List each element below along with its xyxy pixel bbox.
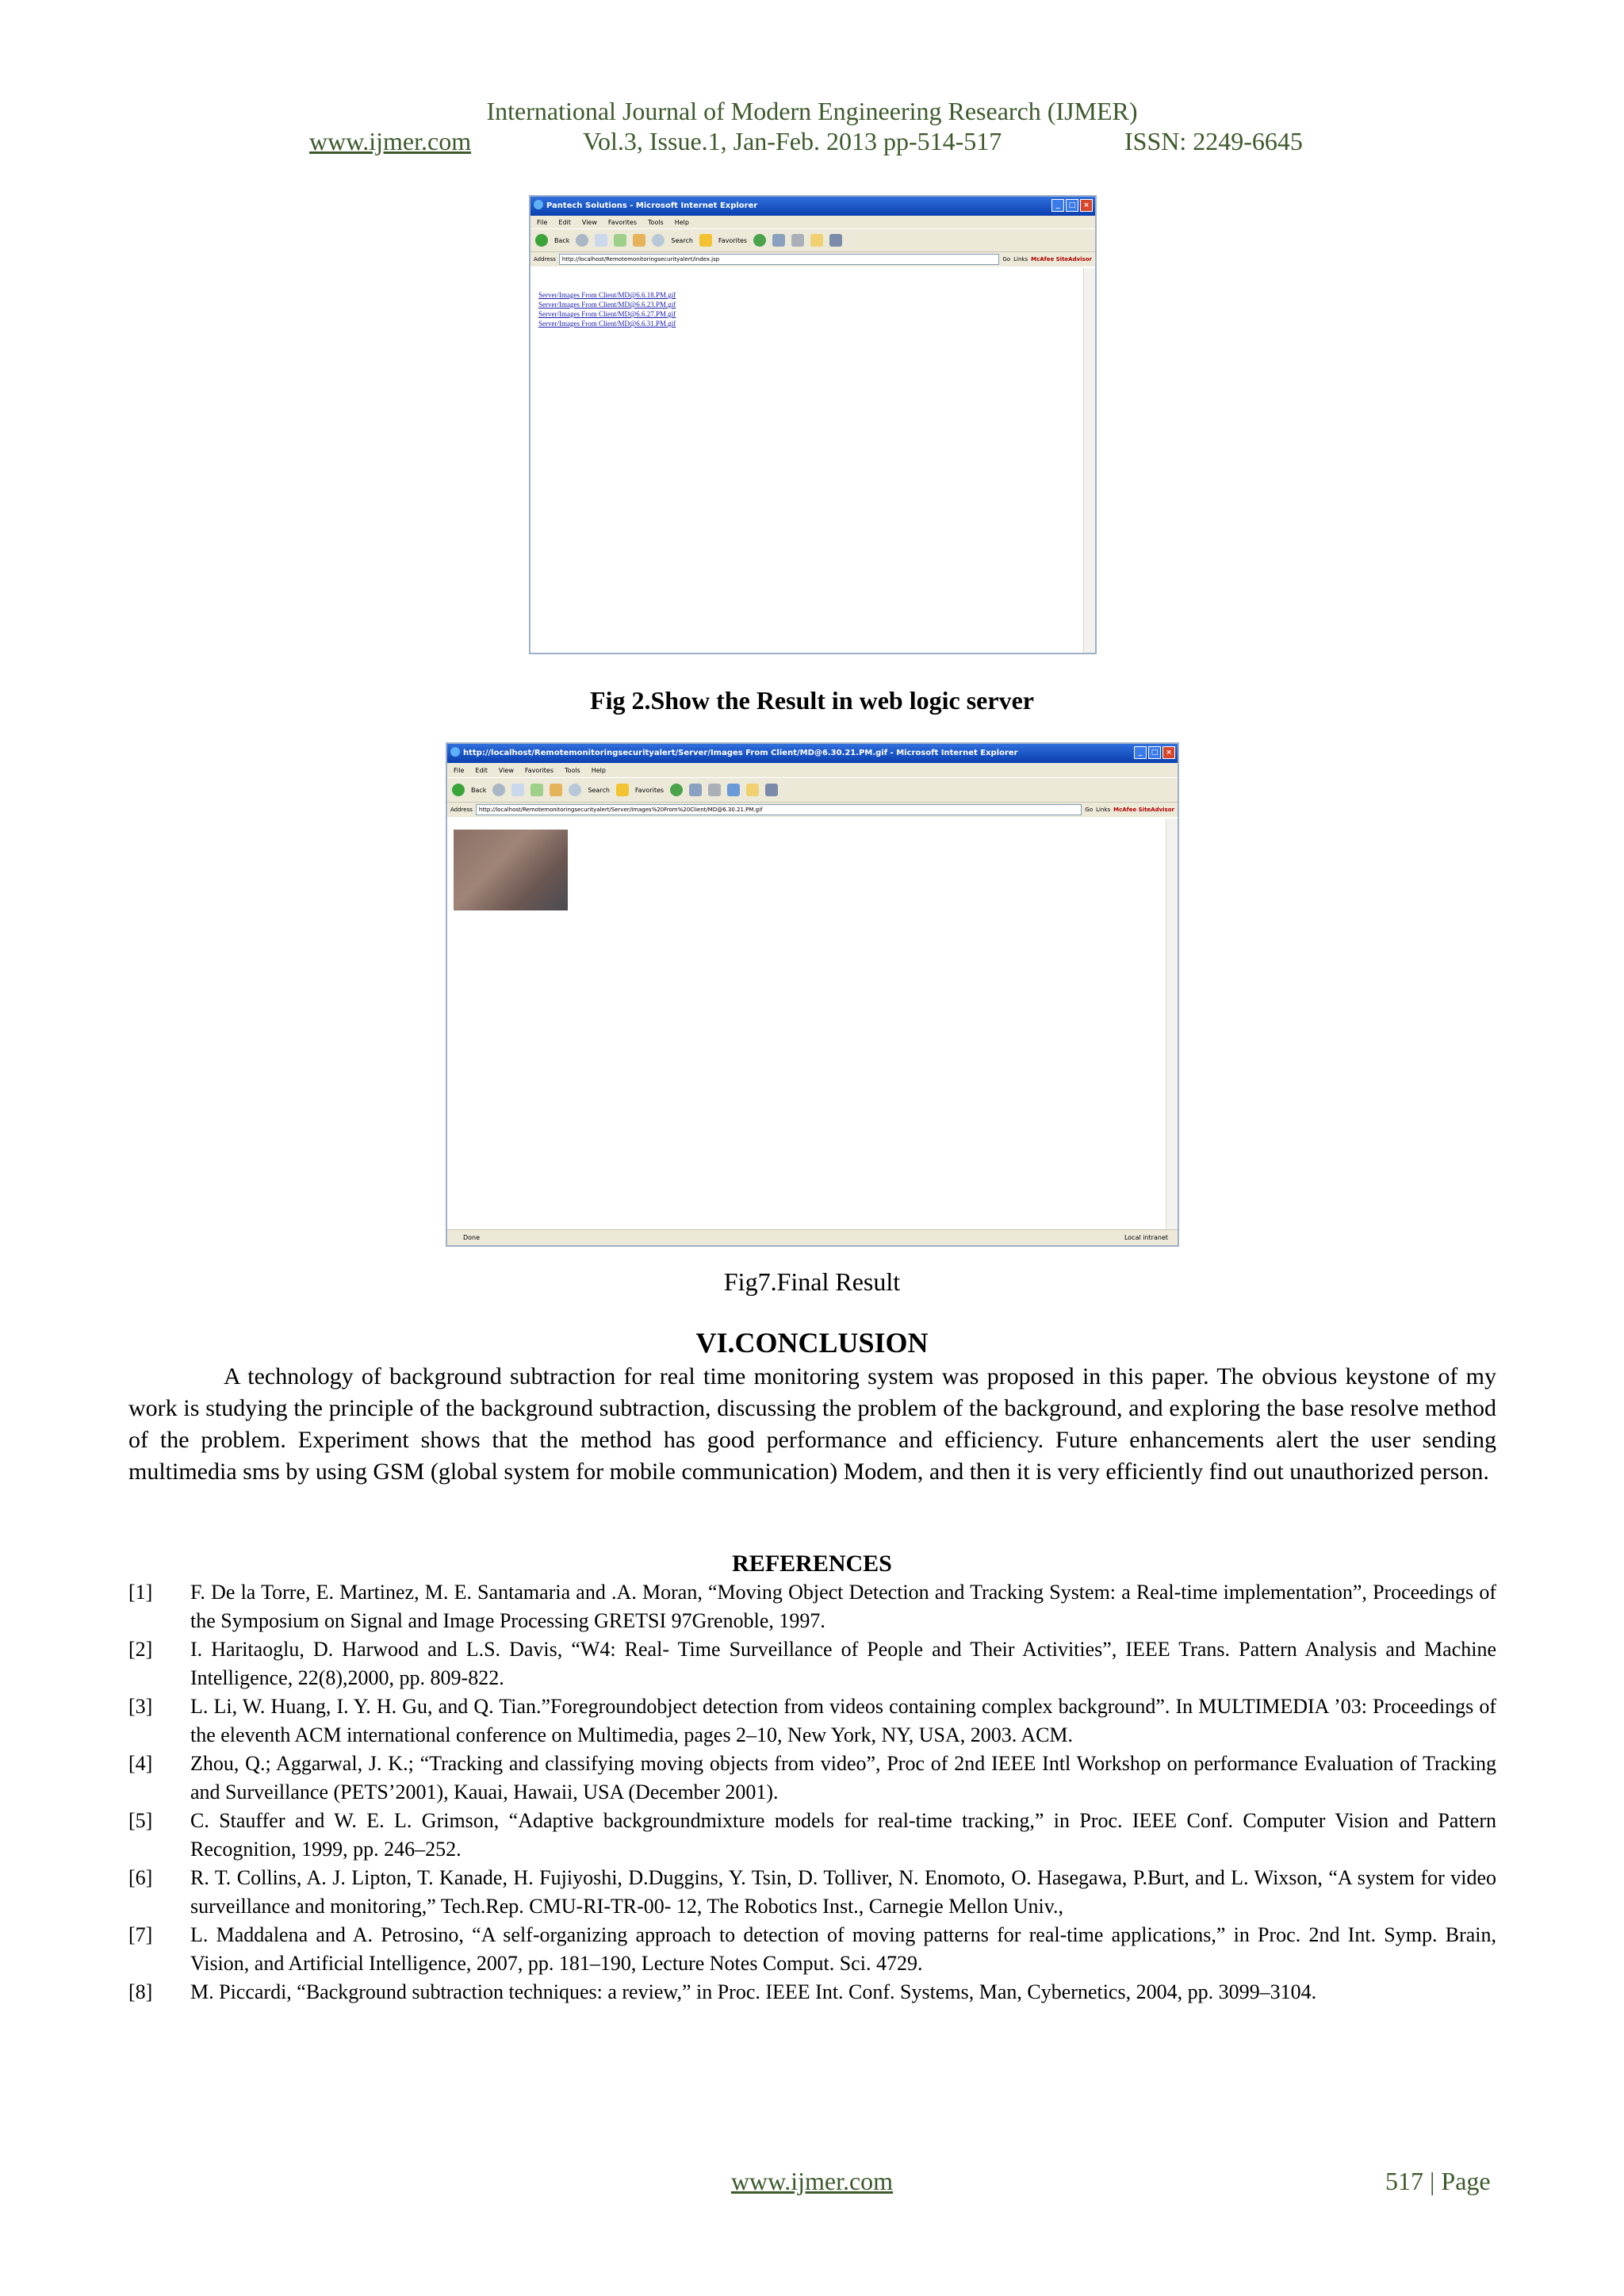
file-link-list <box>538 290 676 328</box>
address-input[interactable]: http://localhost/Remotemonitoringsecurityalert/index.jsp <box>559 254 1000 266</box>
links-label[interactable]: Links <box>1013 256 1028 263</box>
figure2-page-content <box>447 818 1178 1229</box>
minimize-icon[interactable]: _ <box>1051 199 1064 212</box>
reference-item <box>128 1864 1496 1921</box>
ie-icon <box>450 747 460 757</box>
print-icon[interactable] <box>708 784 721 796</box>
figure2-toolbar <box>447 777 1178 803</box>
favorites-label: Favorites <box>634 786 665 794</box>
captured-image[interactable] <box>454 830 568 910</box>
history-icon[interactable] <box>753 234 766 247</box>
edit-icon[interactable] <box>727 784 740 796</box>
back-label: Back <box>471 786 487 794</box>
favorites-star-icon[interactable] <box>616 784 629 796</box>
menu-tools[interactable]: Tools <box>648 218 664 226</box>
window-controls <box>1134 746 1175 759</box>
figure1-browser-window <box>529 195 1097 654</box>
stop-icon[interactable] <box>595 234 607 247</box>
vertical-scrollbar[interactable] <box>1166 818 1178 1229</box>
reference-number: [2] <box>128 1638 153 1661</box>
messenger-icon[interactable] <box>829 234 842 247</box>
folder-icon[interactable] <box>746 784 759 796</box>
favorites-star-icon[interactable] <box>699 234 712 247</box>
history-icon[interactable] <box>670 784 683 796</box>
references-heading: REFERENCES <box>732 1550 892 1577</box>
reference-number: [8] <box>128 1980 153 2003</box>
conclusion-heading: VI.CONCLUSION <box>695 1327 929 1359</box>
header-volume: Vol.3, Issue.1, Jan-Feb. 2013 pp-514-517 <box>583 127 1002 155</box>
close-icon[interactable]: × <box>1080 199 1093 212</box>
menu-view[interactable]: View <box>498 766 514 774</box>
minimize-icon[interactable]: _ <box>1134 746 1147 759</box>
figure2-address-bar <box>447 803 1178 817</box>
reference-text: M. Piccardi, “Background subtraction techniques: a review,” in Proc. IEEE Int. Conf. Systems, Man, Cybernetics, 2004, pp. 3099–3104. <box>190 1980 1317 2003</box>
favorites-label: Favorites <box>718 236 748 244</box>
figure1-titlebar <box>530 197 1095 216</box>
forward-icon[interactable] <box>492 784 505 796</box>
header-issn: ISSN: 2249-6645 <box>1124 127 1303 155</box>
file-link[interactable]: Server/Images From Client/MD@6.6.18.PM.gif <box>538 291 676 299</box>
figure2-window-title: http://localhost/Remotemonitoringsecurityalert/Server/Images From Client/MD@6.30.21.PM.gif - Microsoft Internet Explorer <box>463 749 1018 757</box>
reference-item <box>128 1978 1496 2007</box>
site-advisor-label[interactable]: McAfee SiteAdvisor <box>1031 256 1092 263</box>
reference-number: [6] <box>128 1866 153 1889</box>
reference-item <box>128 1635 1496 1692</box>
search-icon[interactable] <box>652 234 665 247</box>
back-icon[interactable] <box>535 234 548 247</box>
figure1-page-content <box>530 268 1095 653</box>
site-advisor-label[interactable]: McAfee SiteAdvisor <box>1113 807 1174 813</box>
reference-item <box>128 1921 1496 1978</box>
reference-text: L. Li, W. Huang, I. Y. H. Gu, and Q. Tian.”Foregroundobject detection from videos containing complex background”. In MULTIMEDIA ’03: Proceedings of the eleventh ACM international conference on Multimedia, pages 2–10, New York, NY, USA, 2003. ACM. <box>190 1695 1496 1746</box>
reference-number: [4] <box>128 1752 153 1775</box>
reference-number: [3] <box>128 1695 153 1718</box>
address-label: Address <box>450 807 473 813</box>
footer-website-link[interactable]: www.ijmer.com <box>730 2167 894 2195</box>
figure1-window-title: Pantech Solutions - Microsoft Internet Explorer <box>546 201 758 210</box>
file-link[interactable]: Server/Images From Client/MD@6.6.23.PM.gif <box>538 301 676 309</box>
menu-view[interactable]: View <box>581 218 597 226</box>
file-link[interactable]: Server/Images From Client/MD@6.6.31.PM.gif <box>538 320 676 328</box>
refresh-icon[interactable] <box>530 784 543 796</box>
refresh-icon[interactable] <box>614 234 626 247</box>
mail-icon[interactable] <box>772 234 785 247</box>
menu-help[interactable]: Help <box>674 218 689 226</box>
figure1-address-bar <box>530 252 1095 266</box>
address-input[interactable]: http://localhost/Remotemonitoringsecurityalert/Server/Images%20From%20Client/MD@6.30.21.PM.gif <box>476 804 1082 816</box>
menu-edit[interactable]: Edit <box>558 218 571 226</box>
reference-text: C. Stauffer and W. E. L. Grimson, “Adaptive backgroundmixture models for real-time tracking,” in Proc. IEEE Conf. Computer Vision and Pattern Recognition, 1999, pp. 246–252. <box>190 1809 1496 1861</box>
status-zone: Local intranet <box>1124 1234 1168 1241</box>
figure2-caption: Fig7.Final Result <box>723 1267 901 1296</box>
home-icon[interactable] <box>550 784 562 796</box>
reference-number: [5] <box>128 1809 153 1832</box>
close-icon[interactable]: × <box>1162 746 1175 759</box>
mail-icon[interactable] <box>689 784 702 796</box>
journal-title: International Journal of Modern Engineering Research (IJMER) <box>486 97 1138 125</box>
figure2-statusbar <box>447 1229 1178 1245</box>
reference-text: Zhou, Q.; Aggarwal, J. K.; “Tracking and classifying moving objects from video”, Proc of 2nd IEEE Intl Workshop on performance Evaluation of Tracking and Surveillance (PETS’2001), Kauai, Hawaii, USA (December 2001). <box>190 1752 1496 1803</box>
links-label[interactable]: Links <box>1096 807 1111 813</box>
window-controls <box>1051 199 1093 212</box>
search-label: Search <box>671 236 693 244</box>
menu-favorites[interactable]: Favorites <box>607 218 638 226</box>
menu-file[interactable]: File <box>454 766 465 774</box>
references-list <box>128 1578 1496 2007</box>
maximize-icon[interactable]: □ <box>1148 746 1161 759</box>
menu-favorites[interactable]: Favorites <box>524 766 554 774</box>
figure2-titlebar <box>447 744 1178 763</box>
maximize-icon[interactable]: □ <box>1066 199 1078 212</box>
menu-file[interactable]: File <box>537 218 548 226</box>
folder-icon[interactable] <box>810 234 823 247</box>
reference-text: I. Haritaoglu, D. Harwood and L.S. Davis, “W4: Real- Time Surveillance of People and Their Activities”, IEEE Trans. Pattern Analysis and Machine Intelligence, 22(8),2000, pp. 809-822. <box>190 1638 1496 1689</box>
back-icon[interactable] <box>452 784 465 796</box>
figure2-browser-window <box>446 742 1179 1247</box>
reference-text: R. T. Collins, A. J. Lipton, T. Kanade, H. Fujiyoshi, D.Duggins, Y. Tsin, D. Tolliver, N. Enomoto, O. Hasegawa, P.Burt, and L. Wixson, “A system for video surveillance and monitoring,” Tech.Rep. CMU-RI-TR-00- 12, The Robotics Inst., Carnegie Mellon Univ., <box>190 1866 1496 1918</box>
print-icon[interactable] <box>791 234 804 247</box>
home-icon[interactable] <box>633 234 645 247</box>
vertical-scrollbar[interactable] <box>1083 268 1095 653</box>
footer-website <box>0 2167 1624 2196</box>
menu-edit[interactable]: Edit <box>475 766 488 774</box>
figure1-caption: Fig 2.Show the Result in web logic server <box>590 686 1034 715</box>
footer-page-number: 517 | Page <box>1385 2167 1491 2195</box>
menu-help[interactable]: Help <box>591 766 606 774</box>
forward-icon[interactable] <box>576 234 588 247</box>
messenger-icon[interactable] <box>765 784 778 796</box>
conclusion-paragraph <box>128 1361 1496 1488</box>
search-icon[interactable] <box>569 784 581 796</box>
reference-text: L. Maddalena and A. Petrosino, “A self-organizing approach to detection of moving patterns for real-time applications,” in Proc. 2nd Int. Symp. Brain, Vision, and Artificial Intelligence, 2007, pp. 181–190, Lecture Notes Comput. Sci. 4729. <box>190 1923 1496 1975</box>
search-label: Search <box>588 786 610 794</box>
go-button[interactable]: Go <box>1085 807 1094 813</box>
reference-item <box>128 1578 1496 1635</box>
reference-number: [1] <box>128 1581 153 1604</box>
go-button[interactable]: Go <box>1002 256 1011 263</box>
back-label: Back <box>554 236 570 244</box>
file-link[interactable]: Server/Images From Client/MD@6.6.27.PM.gif <box>538 310 676 318</box>
ie-icon <box>534 200 543 209</box>
figure2-menubar <box>447 763 1178 777</box>
reference-item <box>128 1692 1496 1750</box>
figure1-menubar <box>530 216 1095 228</box>
status-done: Done <box>463 1234 481 1241</box>
reference-number: [7] <box>128 1923 153 1946</box>
reference-item <box>128 1750 1496 1807</box>
address-label: Address <box>534 256 556 263</box>
figure1-toolbar <box>530 228 1095 252</box>
conclusion-text: A technology of background subtraction for real time monitoring system was proposed in this paper. The obvious keystone of my work is studying the principle of the background subtraction, discussing the problem of the background, and exploring the base resolve method of the problem. Experiment shows that the method has good performance and efficiency. Future enhancements alert the user sending multimedia sms by using GSM (global system for mobile communication) Modem, and then it is very efficiently find out unauthorized person. <box>128 1363 1496 1485</box>
reference-item <box>128 1807 1496 1864</box>
menu-tools[interactable]: Tools <box>565 766 580 774</box>
reference-text: F. De la Torre, E. Martinez, M. E. Santamaria and .A. Moran, “Moving Object Detection and Tracking System: a Real-time implementation”, Proceedings of the Symposium on Signal and Image Processing GRETSI 97Grenoble, 1997. <box>190 1581 1496 1632</box>
stop-icon[interactable] <box>511 784 524 796</box>
header-website-link[interactable]: www.ijmer.com <box>309 127 472 155</box>
